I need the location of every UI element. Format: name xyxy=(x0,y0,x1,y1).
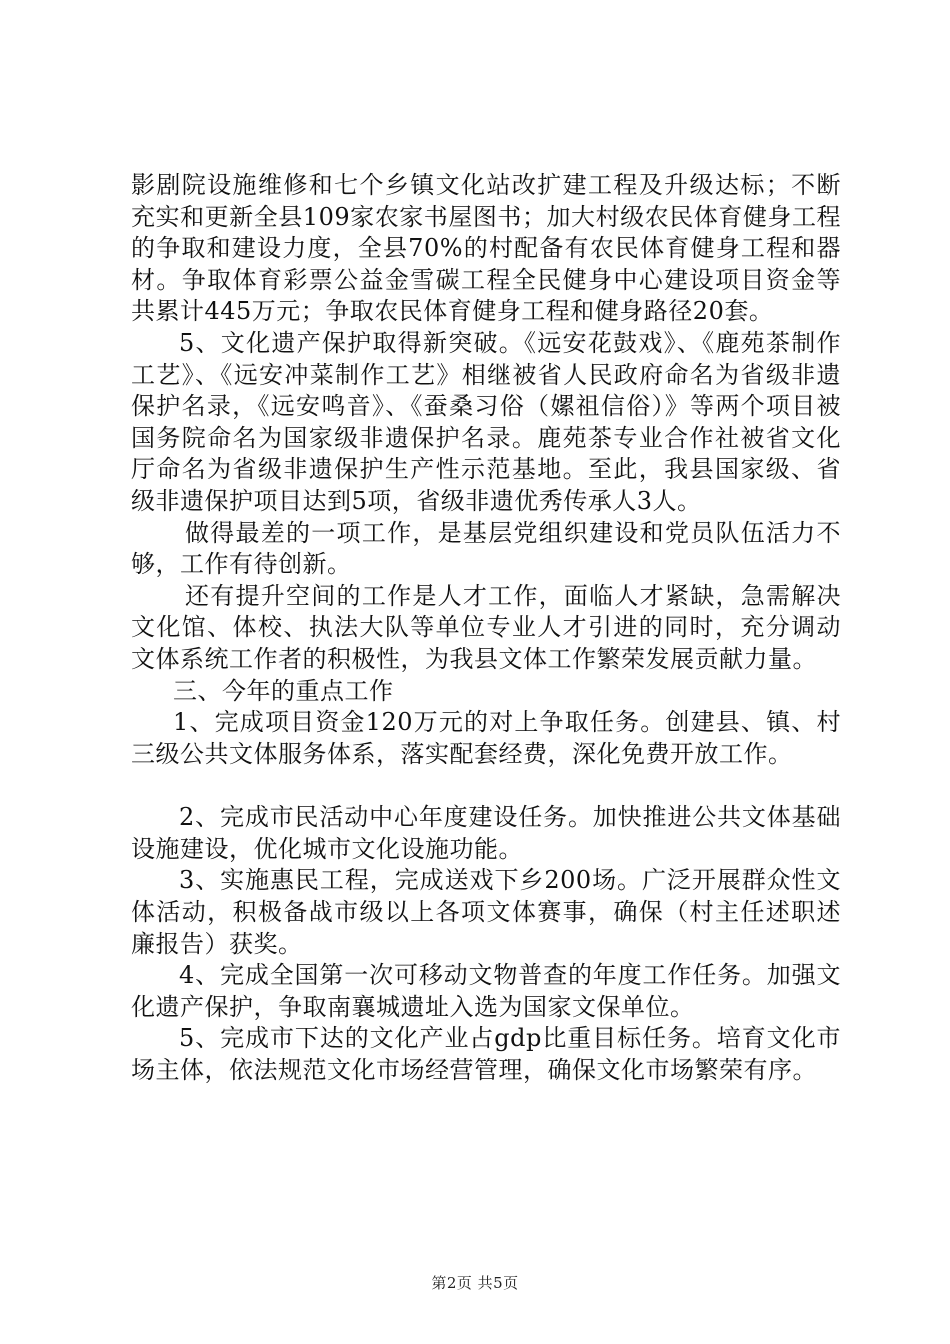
paragraph-key-work-5: 5、完成市下达的文化产业占gdp比重目标任务。培育文化市场主体，依法规范文化市场经营管理，确保文化市场繁荣有序。 xyxy=(131,1024,841,1085)
section-heading-key-work: 三、今年的重点工作 xyxy=(173,676,394,705)
paragraph-worst-work: 做得最差的一项工作，是基层党组织建设和党员队伍活力不够，工作有待创新。 xyxy=(131,518,841,579)
paragraph-heritage: 5、文化遗产保护取得新突破。《远安花鼓戏》、《鹿苑茶制作工艺》、《远安冲菜制作工艺》相继被省人民政府命名为省级非遗保护名录，《远安鸣音》、《蚕桑习俗（嫘祖信俗）》等两个项目被国务院命名为国家级非遗保护名录。鹿苑茶专业合作社被省文化厅命名为省级非遗保护生产性示范基地。至此，我县国家级、省级非遗保护项目达到5项，省级非遗优秀传承人3人。 xyxy=(131,328,841,515)
page-footer: 第2页 共5页 xyxy=(431,1274,519,1292)
paragraph-key-work-1: 1、完成项目资金120万元的对上争取任务。创建县、镇、村三级公共文体服务体系，落实配套经费，深化免费开放工作。 xyxy=(131,708,841,768)
paragraph-key-work-3: 3、实施惠民工程，完成送戏下乡200场。广泛开展群众性文体活动，积极备战市级以上各项文体赛事，确保（村主任述职述廉报告）获奖。 xyxy=(131,866,841,958)
paragraph-key-work-4: 4、完成全国第一次可移动文物普查的年度工作任务。加强文化遗产保护，争取南襄城遗址入选为国家文保单位。 xyxy=(131,961,841,1021)
paragraph-facilities: 影剧院设施维修和七个乡镇文化站改扩建工程及升级达标；不断充实和更新全县109家农家书屋图书；加大村级农民体育健身工程的争取和建设力度，全县70%的村配备有农民体育健身工程和器材。争取体育彩票公益金雪碳工程全民健身中心建设项目资金等共累计445万元；争取农民体育健身工程和健身路径20套。 xyxy=(131,171,841,326)
document-body xyxy=(131,170,841,1087)
paragraph-key-work-2: 2、完成市民活动中心年度建设任务。加快推进公共文体基础设施建设，优化城市文化设施功能。 xyxy=(131,803,841,863)
paragraph-talent-work: 还有提升空间的工作是人才工作，面临人才紧缺，急需解决文化馆、体校、执法大队等单位专业人才引进的同时，充分调动文体系统工作者的积极性，为我县文体工作繁荣发展贡献力量。 xyxy=(131,581,841,673)
